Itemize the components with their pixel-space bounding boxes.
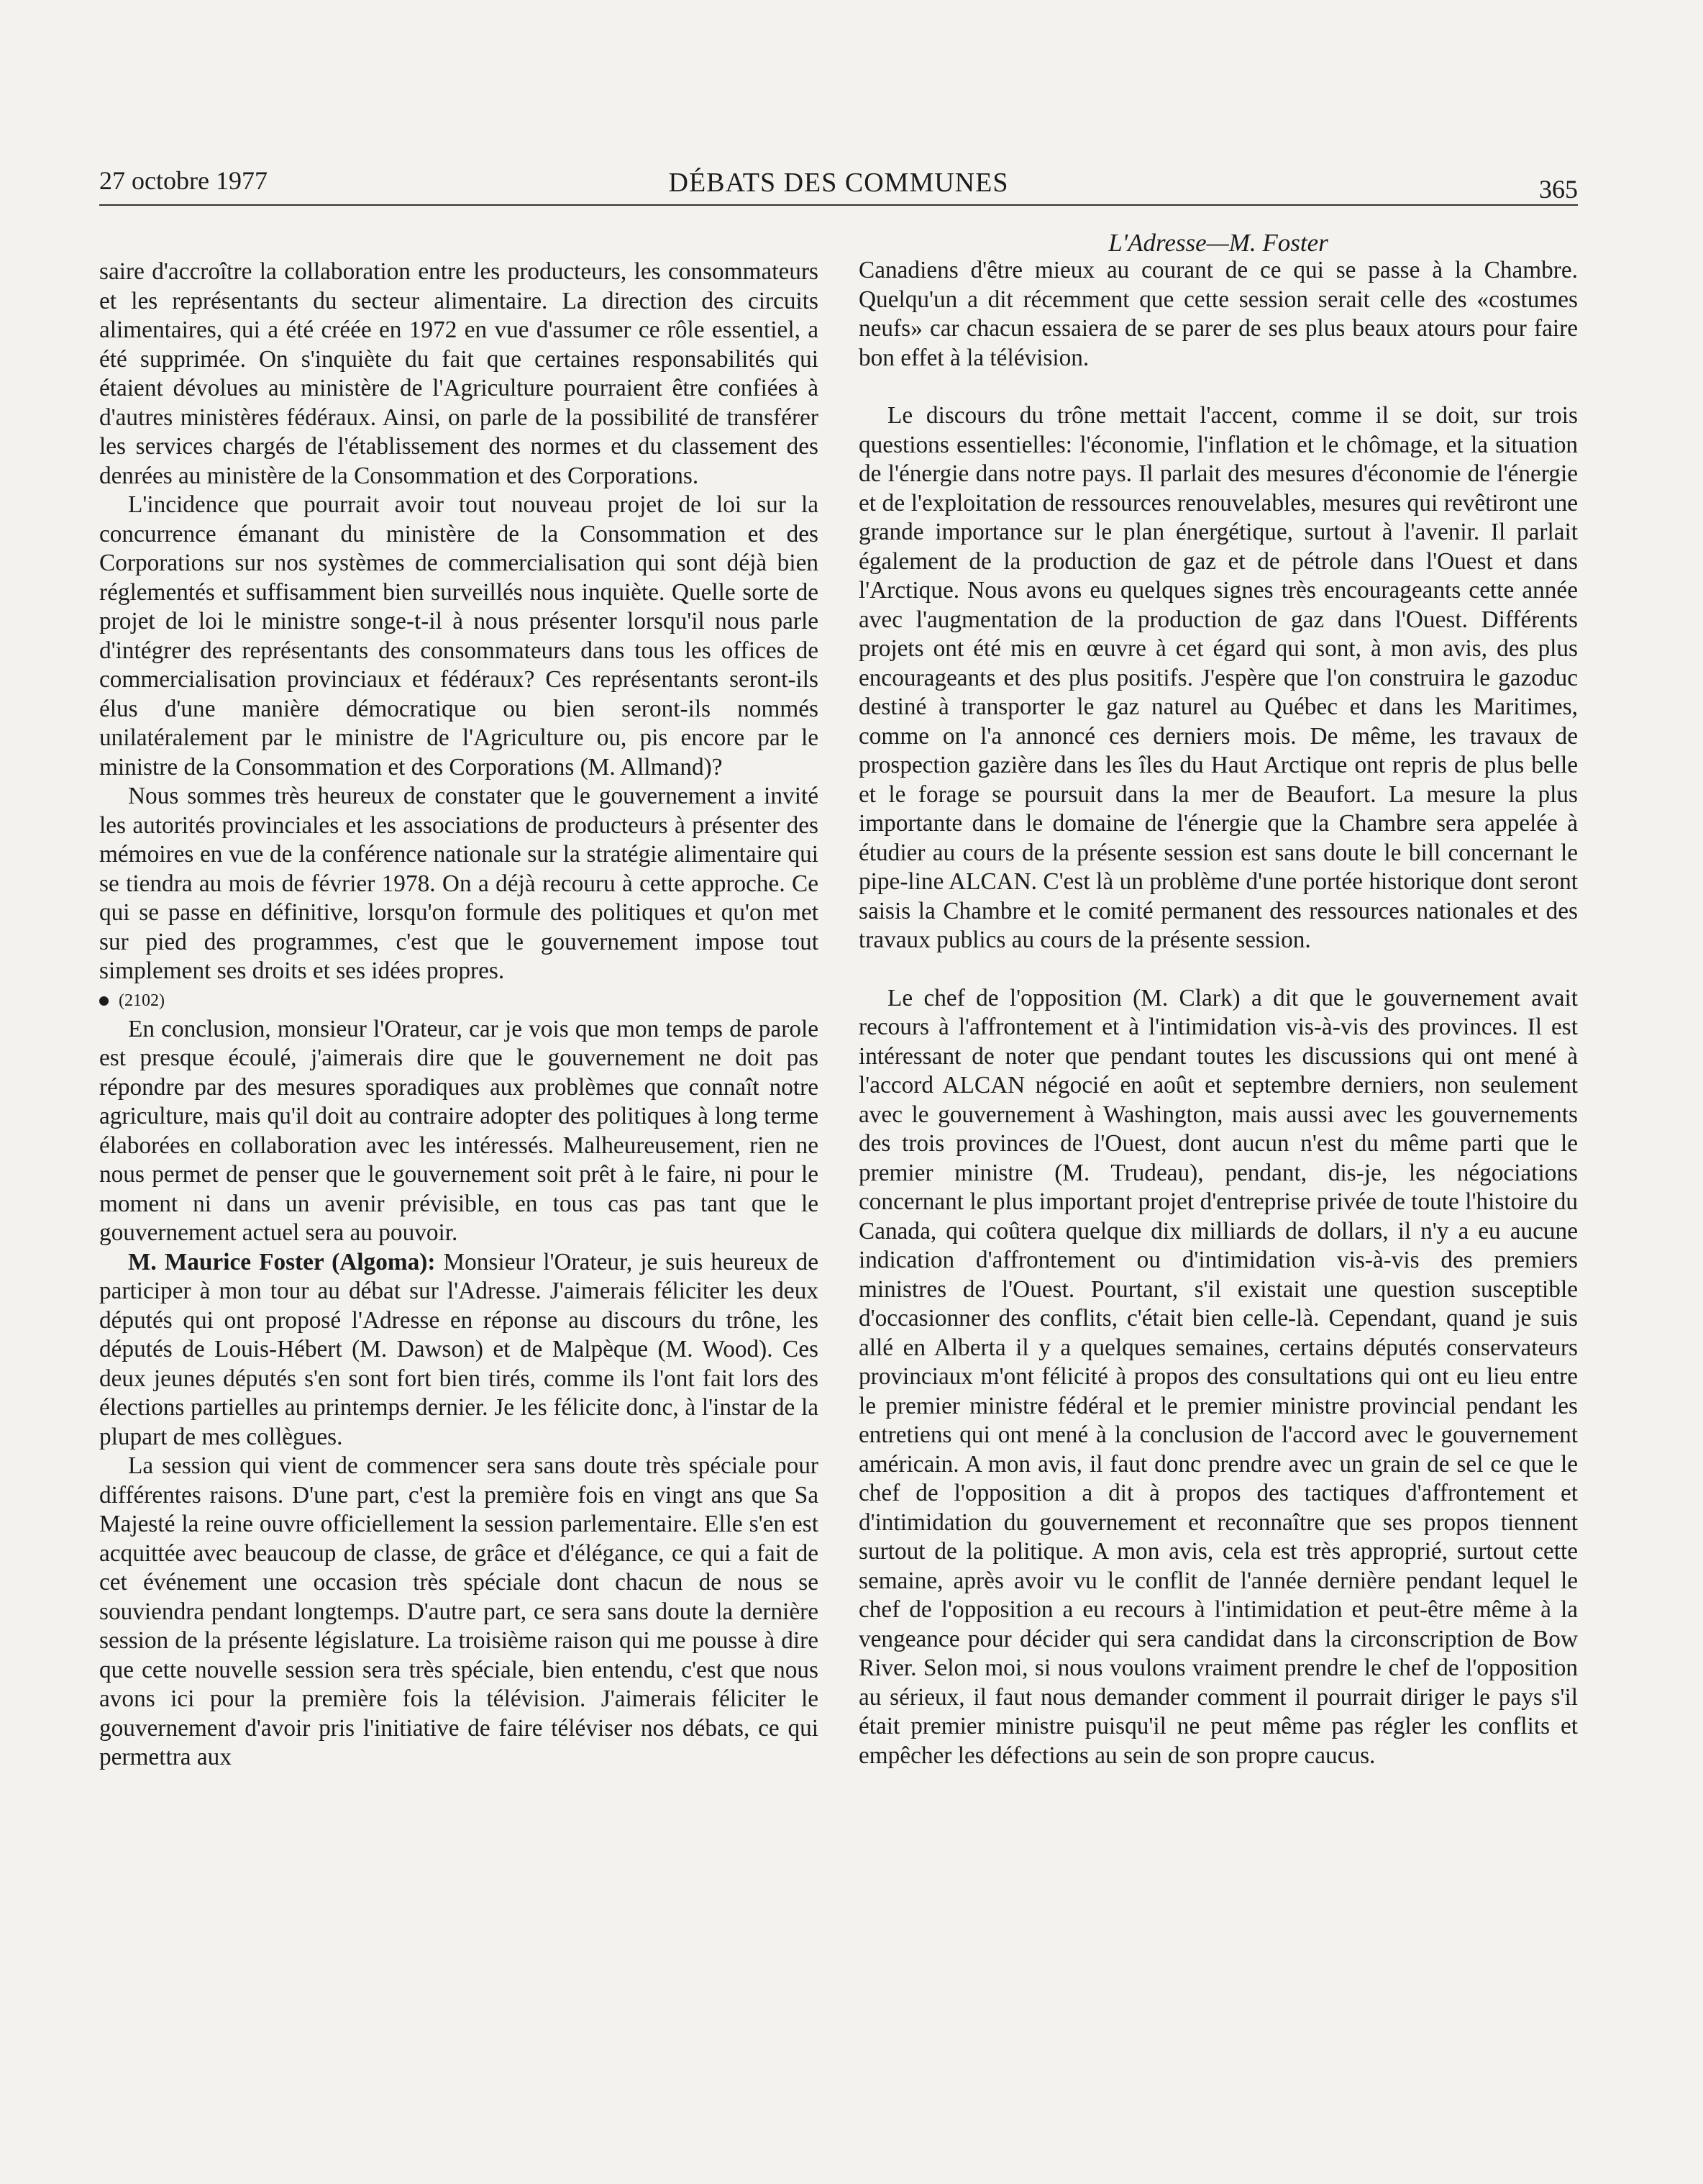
paragraph: saire d'accroître la collaboration entre les producteurs, les consommateurs et les représentants du secteur alimentaire. La direction des circuits alimentaires, qui a été créée en 1972 en vue d'assumer ce rôle essentiel, a été supprimée. On s'inquiète du fait que certaines responsabilités qui étaient dévolues au ministère de l'Agriculture pourraient être confiées à d'autres ministères fédéraux. Ainsi, on parle de la possibilité de transférer les services chargés de l'établissement des normes et du classement des denrées au ministère de la Consommation et des Corporations.	[99, 258, 818, 489]
speech-paragraph	[99, 1248, 818, 1452]
header-date: 27 octobre 1977	[99, 166, 268, 195]
paragraph: L'incidence que pourrait avoir tout nouveau projet de loi sur la concurrence émanant du ministère de la Consommation et des Corporations sur nos systèmes de commercialisation qui sont déjà bien réglementés et suffisamment bien surveillés nous inquiète. Quelle sorte de projet de loi le ministre songe-t-il à nous présenter lorsqu'il nous parle d'intégrer des représentants des consommateurs dans tous les offices de commercialisation provinciaux et fédéraux? Ces représentants seront-ils élus d'une manière démocratique ou bien seront-ils nommés unilatéralement par le ministre de l'Agriculture ou, pis encore par le ministre de la Consommation et des Corporations (M. Allmand)?	[99, 491, 818, 781]
speaker-name: M. Maurice Foster (Algoma):	[128, 1248, 436, 1275]
bullet-dot-icon	[99, 996, 109, 1006]
time-marker	[99, 986, 818, 1015]
time-marker-text: (2102)	[119, 991, 165, 1010]
left-column	[99, 258, 818, 1773]
right-column	[859, 256, 1578, 1770]
paragraph: Canadiens d'être mieux au courant de ce qui se passe à la Chambre. Quelqu'un a dit récemment que cette session serait celle des «costumes neufs» car chacun essaiera de se parer de ses plus beaux atours pour faire bon effet à la télévision.	[859, 257, 1578, 371]
running-head: L'Adresse—M. Foster	[1108, 229, 1328, 257]
paragraph: En conclusion, monsieur l'Orateur, car je vois que mon temps de parole est presque écoulé, j'aimerais dire que le gouvernement ne doit pas répondre par des mesures sporadiques aux problèmes que connaît notre agriculture, mais qu'il doit au contraire adopter des politiques à long terme élaborées en collaboration avec les intéressés. Malheureusement, rien ne nous permet de penser que le gouvernement soit prêt à le faire, ni pour le moment ni dans un avenir prévisible, en tous cas pas tant que le gouvernement actuel sera au pouvoir.	[99, 1015, 818, 1246]
header-title: DÉBATS DES COMMUNES	[668, 168, 1009, 198]
speech-text: Monsieur l'Orateur, je suis heureux de participer à mon tour au débat sur l'Adresse. J'aimerais féliciter les deux députés qui ont proposé l'Adresse en réponse au discours du trône, les députés de Louis-Hébert (M. Dawson) et de Malpèque (M. Wood). Ces deux jeunes députés s'en sont fort bien tirés, comme ils l'ont fait lors des élections partielles au printemps dernier. Je les félicite donc, à l'instar de la plupart de mes collègues.	[99, 1248, 818, 1450]
paragraph: Le discours du trône mettait l'accent, comme il se doit, sur trois questions essentielles: l'économie, l'inflation et le chômage, et la situation de l'énergie dans notre pays. Il parlait des mesures d'économie de l'énergie et de l'exploitation de ressources renouvelables, mesures qui revêtiront une grande importance sur le plan énergétique, surtout à l'avenir. Il parlait également de la production de gaz et de pétrole dans l'Ouest et dans l'Arctique. Nous avons eu quelques signes très encourageants cette année avec l'augmentation de la production de gaz dans l'Ouest. Différents projets ont été mis en œuvre à cet égard qui sont, à mon avis, des plus encourageants et des plus positifs. J'espère que l'on construira le gazoduc destiné à transporter le gaz naturel au Québec et dans les Maritimes, comme on l'a annoncé ces derniers mois. De même, les travaux de prospection gazière dans les îles du Haut Arctique ont repris de plus belle et le forage se poursuit dans la mer de Beaufort. La mesure la plus importante dans le domaine de l'énergie que la Chambre sera appelée à étudier au cours de la présente session est sans doute le bill concernant le pipe-line ALCAN. C'est là un problème d'une portée historique dont seront saisis la Chambre et le comité permanent des ressources nationales et des travaux publics au cours de la présente session.	[859, 402, 1578, 953]
paragraph: Le chef de l'opposition (M. Clark) a dit que le gouvernement avait recours à l'affrontement et à l'intimidation vis-à-vis des provinces. Il est intéressant de noter que pendant toutes les discussions qui ont mené à l'accord ALCAN négocié en août et septembre derniers, non seulement avec le gouvernement à Washington, mais aussi avec les gouvernements des trois provinces de l'Ouest, dont aucun n'est du même parti que le premier ministre (M. Trudeau), pendant, dis-je, les négociations concernant le plus important projet d'entreprise privée de toute l'histoire du Canada, qui coûtera quelque dix milliards de dollars, il n'y a eu aucune indication d'affrontement ou d'intimidation vis-à-vis des premiers ministres de l'Ouest. Pourtant, s'il existait une question susceptible d'occasionner des conflits, c'était bien celle-là. Cependant, quand je suis allé en Alberta il y a quelques semaines, certains députés conservateurs provinciaux m'ont félicité à propos des consultations qui ont eu lieu entre le premier ministre fédéral et le premier ministre provincial pendant les entretiens qui ont mené à la conclusion de l'accord avec le gouvernement américain. A mon avis, il faut donc prendre avec un grain de sel ce que le chef de l'opposition a dit à propos des tactiques d'affrontement et d'intimidation du gouvernement et reconnaître que ses propos tiennent surtout de la politique. A mon avis, cela est très approprié, surtout cette semaine, après avoir vu le conflit de l'année dernière pendant lequel le chef de l'opposition a eu recours à l'intimidation et peut-être même à la vengeance pour décider qui sera candidat dans la circonscription de Bow River. Selon moi, si nous voulons vraiment prendre le chef de l'opposition au sérieux, il faut nous demander comment il pourrait diriger le pays s'il était premier ministre puisqu'il ne peut même pas régler les conflits et empêcher les défections au sein de son propre caucus.	[859, 984, 1578, 1769]
page-header	[99, 161, 1578, 206]
paragraph: La session qui vient de commencer sera sans doute très spéciale pour différentes raisons. D'une part, c'est la première fois en vingt ans que Sa Majesté la reine ouvre officiellement la session parlementaire. Elle s'en est acquittée avec beaucoup de classe, de grâce et d'élégance, ce qui a fait de cet événement une occasion très spéciale dont chacun de nous se souviendra pendant longtemps. D'autre part, ce sera sans doute la dernière session de la présente législature. La troisième raison qui me pousse à dire que cette nouvelle session sera très spéciale, bien entendu, c'est que nous avons ici pour la première fois la télévision. J'aimerais féliciter le gouvernement d'avoir pris l'initiative de faire téléviser nos débats, ce qui permettra aux	[99, 1452, 818, 1770]
page-number: 365	[1539, 175, 1578, 204]
paragraph: Nous sommes très heureux de constater que le gouvernement a invité les autorités provinciales et les associations de producteurs à présenter des mémoires en vue de la conférence nationale sur la stratégie alimentaire qui se tiendra au mois de février 1978. On a déjà recouru à cette approche. Ce qui se passe en définitive, lorsqu'on formule des politiques et qu'on met sur pied des programmes, c'est que le gouvernement impose tout simplement ses droits et ses idées propres.	[99, 783, 818, 984]
